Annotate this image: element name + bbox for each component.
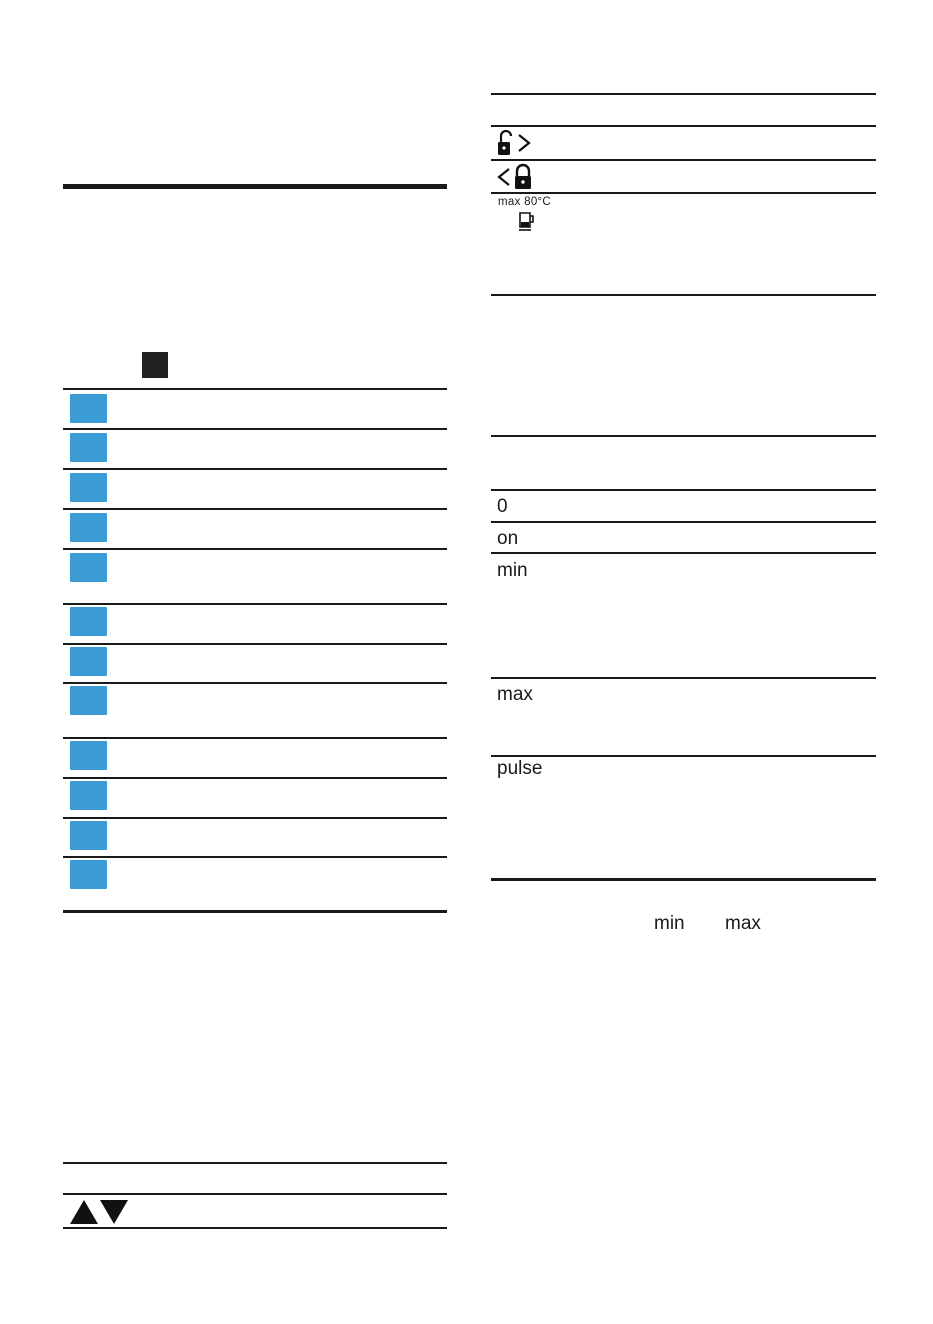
black-square-symbol: [142, 352, 168, 378]
blue-key-2: [70, 433, 107, 462]
table-rule: [491, 435, 876, 437]
table-rule: [491, 521, 876, 523]
cup-icon: [518, 211, 536, 232]
blue-key-6: [70, 607, 107, 636]
table-rule: [63, 603, 447, 605]
section-heading-rule: [63, 184, 447, 189]
table-rule: [63, 548, 447, 550]
setting-label-max: max: [497, 684, 533, 705]
setting-label-0: 0: [497, 496, 508, 517]
blue-key-8: [70, 686, 107, 715]
blue-key-10: [70, 781, 107, 810]
table-rule: [491, 294, 876, 296]
setting-label-pulse: pulse: [497, 758, 543, 779]
table-rule: [491, 677, 876, 679]
table-rule: [491, 489, 876, 491]
table-rule: [63, 508, 447, 510]
table-rule: [491, 93, 876, 95]
blue-key-7: [70, 647, 107, 676]
table-rule: [63, 643, 447, 645]
table-rule: [63, 682, 447, 684]
blue-key-12: [70, 860, 107, 889]
footnote-max: max: [725, 913, 761, 934]
blue-key-3: [70, 473, 107, 502]
up-down-arrows-icon: [68, 1198, 130, 1226]
setting-label-on: on: [497, 528, 519, 549]
table-rule: [491, 755, 876, 757]
table-rule: [63, 468, 447, 470]
table-bottom-rule: [491, 878, 876, 881]
table-rule: [63, 428, 447, 430]
table-rule: [491, 552, 876, 554]
arrow-left-lock-icon: [497, 163, 533, 191]
table-rule: [63, 817, 447, 819]
setting-label-min: min: [497, 560, 528, 581]
blue-key-9: [70, 741, 107, 770]
table-rule: [491, 125, 876, 127]
table-rule: [63, 1162, 447, 1164]
table-rule: [63, 1193, 447, 1195]
table-rule: [63, 1227, 447, 1229]
table-rule: [63, 777, 447, 779]
table-rule: [491, 159, 876, 161]
blue-key-5: [70, 553, 107, 582]
table-rule: [491, 192, 876, 194]
table-rule: [63, 856, 447, 858]
blue-key-11: [70, 821, 107, 850]
table-bottom-rule: [63, 910, 447, 913]
temperature-label: max 80°C: [498, 196, 552, 208]
table-rule: [63, 737, 447, 739]
footnote-min: min: [654, 913, 685, 934]
unlock-arrow-right-icon: [497, 129, 533, 157]
table-rule: [63, 388, 447, 390]
blue-key-1: [70, 394, 107, 423]
blue-key-4: [70, 513, 107, 542]
